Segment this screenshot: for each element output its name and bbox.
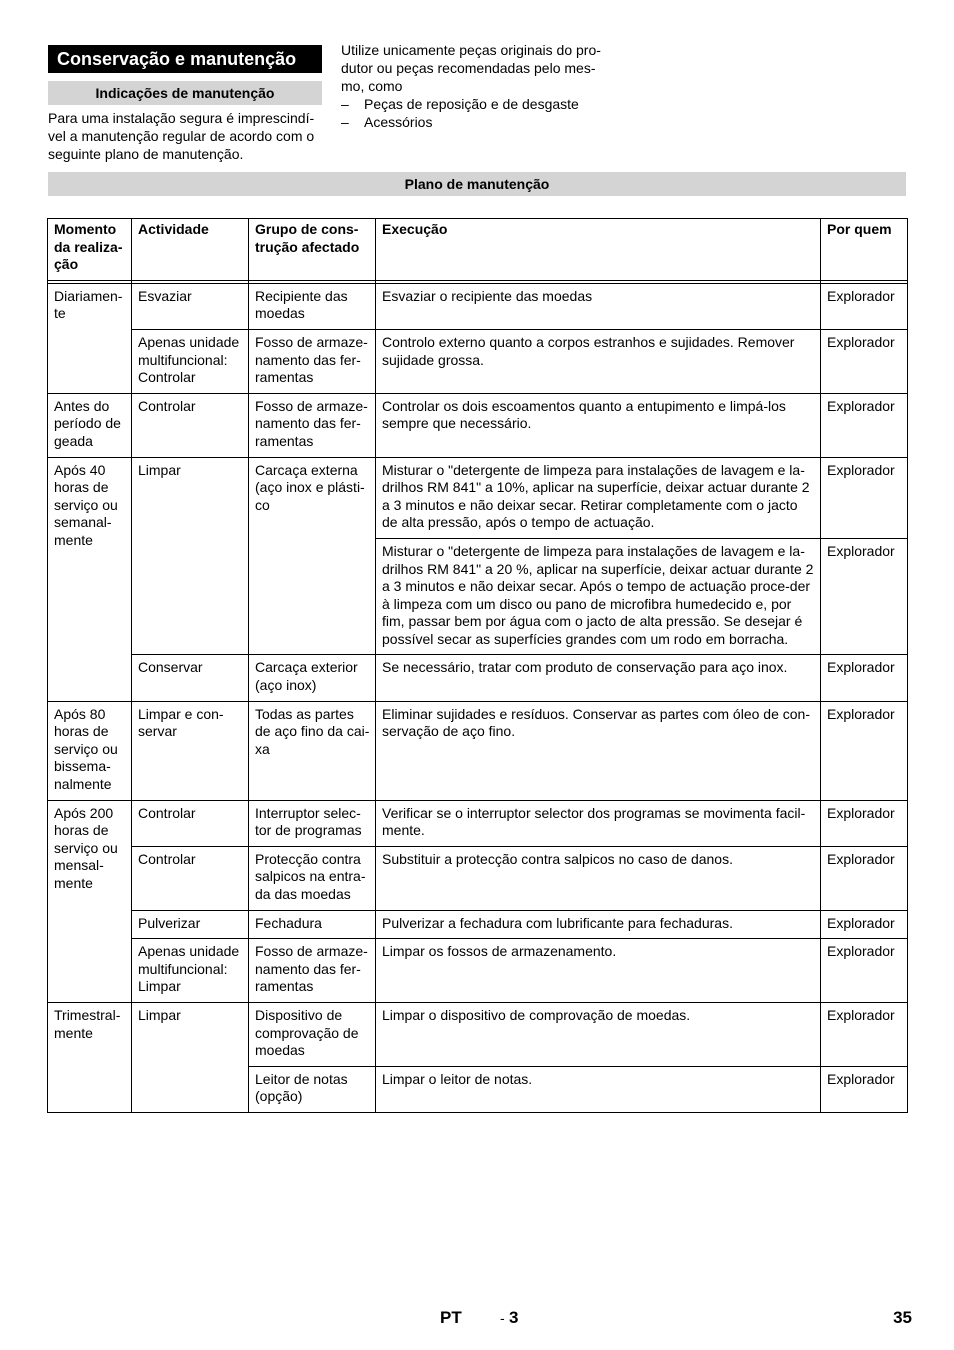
cell-actividade: Esvaziar	[132, 283, 249, 329]
header-grupo: Grupo de cons-trução afectado	[249, 219, 376, 281]
table-row	[48, 910, 908, 939]
cell-grupo: Fechadura	[249, 910, 376, 939]
header-actividade: Actividade	[132, 219, 249, 281]
list-dash: –	[341, 96, 349, 112]
page-number: 35	[893, 1308, 912, 1327]
parts-list-item	[341, 113, 616, 131]
cell-por-quem: Explorador	[821, 538, 908, 655]
table-row	[48, 329, 908, 393]
cell-actividade: Limpar e con-servar	[132, 701, 249, 800]
cell-por-quem: Explorador	[821, 939, 908, 1003]
cell-momento: Após 80 horas de serviço ou bissema-nalmente	[48, 701, 132, 800]
cell-momento: Após 200 horas de serviço ou mensal-mente	[48, 800, 132, 1002]
table-row	[48, 939, 908, 1003]
cell-momento: Após 40 horas de serviço ou semanal-mente	[48, 457, 132, 701]
cell-por-quem: Explorador	[821, 800, 908, 846]
table-row	[48, 655, 908, 701]
cell-actividade: Pulverizar	[132, 910, 249, 939]
table-row	[48, 846, 908, 910]
cell-execucao: Substituir a protecção contra salpicos no caso de danos.	[376, 846, 821, 910]
table-row	[48, 701, 908, 800]
cell-momento: Diariamen-te	[48, 283, 132, 393]
header-momento: Momento da realiza-ção	[48, 219, 132, 281]
cell-execucao: Limpar os fossos de armazenamento.	[376, 939, 821, 1003]
cell-por-quem: Explorador	[821, 910, 908, 939]
header-por-quem: Por quem	[821, 219, 908, 281]
cell-actividade: Controlar	[132, 800, 249, 846]
table-row	[48, 800, 908, 846]
cell-por-quem: Explorador	[821, 457, 908, 538]
cell-actividade: Controlar	[132, 846, 249, 910]
footer-language: PT	[440, 1308, 462, 1327]
cell-por-quem: Explorador	[821, 329, 908, 393]
parts-note	[341, 41, 616, 131]
cell-execucao: Limpar o dispositivo de comprovação de moedas.	[376, 1002, 821, 1066]
table-row	[48, 457, 908, 538]
plan-title: Plano de manutenção	[48, 172, 906, 196]
table-row	[48, 393, 908, 457]
cell-execucao: Controlar os dois escoamentos quanto a entupimento e limpá-los sempre que necessário.	[376, 393, 821, 457]
cell-actividade: Apenas unidade multifuncional: Controlar	[132, 329, 249, 393]
table-header-row	[48, 219, 908, 281]
maintenance-table	[47, 218, 908, 1113]
table-row	[48, 1002, 908, 1066]
section-title: Conservação e manutenção	[48, 45, 322, 73]
cell-por-quem: Explorador	[821, 283, 908, 329]
parts-list-item	[341, 95, 616, 113]
subsection-title: Indicações de manutenção	[48, 81, 322, 105]
cell-execucao: Misturar o "detergente de limpeza para instalações de lavagem e la-drilhos RM 841" a 10%, aplicar na superfície, deixar actuar durante 2 a 3 minutos e não deixar secar. Retirar completamente com o jacto de alta pressão, após o tempo de actuação.	[376, 457, 821, 538]
cell-actividade: Apenas unidade multifuncional: Limpar	[132, 939, 249, 1003]
list-dash: –	[341, 114, 349, 130]
cell-por-quem: Explorador	[821, 655, 908, 701]
cell-grupo: Carcaça externa (aço inox e plásti-co	[249, 457, 376, 655]
header-execucao: Execução	[376, 219, 821, 281]
cell-grupo: Protecção contra salpicos na entra-da das moedas	[249, 846, 376, 910]
cell-execucao: Se necessário, tratar com produto de conservação para aço inox.	[376, 655, 821, 701]
cell-execucao: Limpar o leitor de notas.	[376, 1066, 821, 1112]
list-item-text: Acessórios	[364, 114, 433, 130]
cell-por-quem: Explorador	[821, 846, 908, 910]
cell-execucao: Esvaziar o recipiente das moedas	[376, 283, 821, 329]
cell-por-quem: Explorador	[821, 393, 908, 457]
cell-momento: Antes do período de geada	[48, 393, 132, 457]
cell-grupo: Interruptor selec-tor de programas	[249, 800, 376, 846]
cell-actividade: Conservar	[132, 655, 249, 701]
cell-grupo: Fosso de armaze-namento das fer-ramentas	[249, 939, 376, 1003]
intro-text: Para uma instalação segura é imprescindí-vel a manutenção regular de acordo com o seguinte plano de manutenção.	[48, 110, 315, 162]
cell-execucao: Pulverizar a fechadura com lubrificante para fechaduras.	[376, 910, 821, 939]
cell-execucao: Eliminar sujidades e resíduos. Conservar as partes com óleo de con-servação de aço fino.	[376, 701, 821, 800]
cell-grupo: Leitor de notas (opção)	[249, 1066, 376, 1112]
cell-grupo: Todas as partes de aço fino da cai-xa	[249, 701, 376, 800]
cell-actividade: Controlar	[132, 393, 249, 457]
cell-grupo: Recipiente das moedas	[249, 283, 376, 329]
cell-grupo: Fosso de armaze-namento das fer-ramentas	[249, 393, 376, 457]
cell-momento: Trimestral-mente	[48, 1002, 132, 1112]
parts-text: Utilize unicamente peças originais do pro-dutor ou peças recomendadas pelo mes-mo, como	[341, 42, 601, 94]
cell-grupo: Carcaça exterior (aço inox)	[249, 655, 376, 701]
footer-separator: -	[500, 1310, 505, 1326]
footer-section-number: 3	[509, 1308, 519, 1327]
cell-actividade: Limpar	[132, 1002, 249, 1112]
cell-execucao: Verificar se o interruptor selector dos programas se movimenta facil-mente.	[376, 800, 821, 846]
cell-execucao: Misturar o "detergente de limpeza para instalações de lavagem e la-drilhos RM 841" a 20 %, aplicar na superfície, deixar actuar durante 2 a 3 minutos e não deixar secar. Após o tempo de actuação proce-der à limpeza com um disco ou pano de microfibra humedecido e, por fim, passar bem por água com o jacto de alta pressão. Se desejar é possível secar as superfícies grandes com um rodo em borracha.	[376, 538, 821, 655]
list-item-text: Peças de reposição e de desgaste	[364, 96, 579, 112]
cell-execucao: Controlo externo quanto a corpos estranhos e sujidades. Remover sujidade grossa.	[376, 329, 821, 393]
cell-por-quem: Explorador	[821, 701, 908, 800]
cell-grupo: Fosso de armaze-namento das fer-ramentas	[249, 329, 376, 393]
cell-por-quem: Explorador	[821, 1002, 908, 1066]
cell-grupo: Dispositivo de comprovação de moedas	[249, 1002, 376, 1066]
cell-actividade: Limpar	[132, 457, 249, 655]
table-row	[48, 283, 908, 329]
cell-por-quem: Explorador	[821, 1066, 908, 1112]
